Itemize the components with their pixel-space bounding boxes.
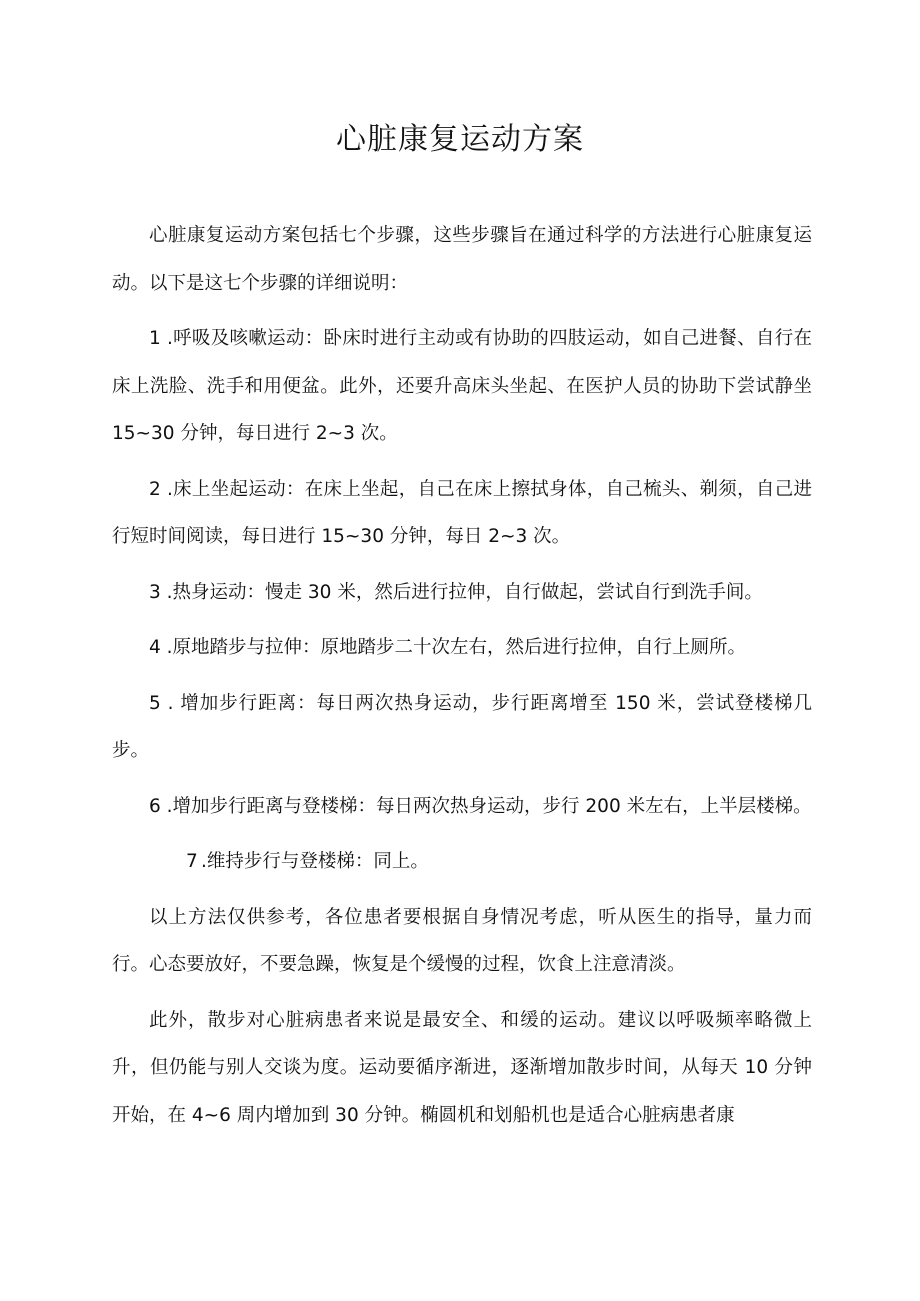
step-6-paragraph: 6 .增加步行距离与登楼梯：每日两次热身运动，步行 200 米左右，上半层楼梯。 bbox=[149, 795, 812, 817]
step-7-paragraph bbox=[112, 838, 812, 886]
step-7-number: 7 bbox=[186, 851, 198, 872]
document-title: 心脏康复运动方案 bbox=[336, 122, 584, 157]
step-7-text: .维持步行与登楼梯：同上。 bbox=[201, 851, 429, 872]
document-body bbox=[112, 212, 812, 1147]
step-2-paragraph: 2 .床上坐起运动：在床上坐起，自己在床上擦拭身体，自己梳头、剃须，自己进行短时间阅读，每日进行 15~30 分钟，每日 2~3 次。 bbox=[112, 478, 812, 547]
step-5-paragraph: 5 . 增加步行距离：每日两次热身运动，步行距离增至 150 米，尝试登楼梯几步。 bbox=[112, 692, 812, 761]
step-3-paragraph: 3 .热身运动：慢走 30 米，然后进行拉伸，自行做起，尝试自行到洗手间。 bbox=[149, 581, 763, 603]
step-4-paragraph: 4 .原地踏步与拉伸：原地踏步二十次左右，然后进行拉伸，自行上厕所。 bbox=[149, 637, 747, 658]
step-1-paragraph: 1 .呼吸及咳嗽运动：卧床时进行主动或有协助的四肢运动，如自己进餐、自行在床上洗脸、洗手和用便盆。此外，还要升高床头坐起、在医护人员的协助下尝试静坐 15~30 分钟，每日进行 2~3 次。 bbox=[112, 328, 812, 444]
walking-paragraph: 此外，散步对心脏病患者来说是最安全、和缓的运动。建议以呼吸频率略微上升，但仍能与别人交谈为度。运动要循序渐进，逐渐增加散步时间，从每天 10 分钟开始，在 4~6 周内增加到 30 分钟。椭圆机和划船机也是适合心脏病患者康 bbox=[112, 1009, 812, 1126]
intro-paragraph: 心脏康复运动方案包括七个步骤，这些步骤旨在通过科学的方法进行心脏康复运动。以下是这七个步骤的详细说明： bbox=[112, 225, 812, 294]
advice-paragraph: 以上方法仅供参考，各位患者要根据自身情况考虑，听从医生的指导，量力而行。心态要放好，不要急躁，恢复是个缓慢的过程，饮食上注意清淡。 bbox=[112, 906, 812, 975]
